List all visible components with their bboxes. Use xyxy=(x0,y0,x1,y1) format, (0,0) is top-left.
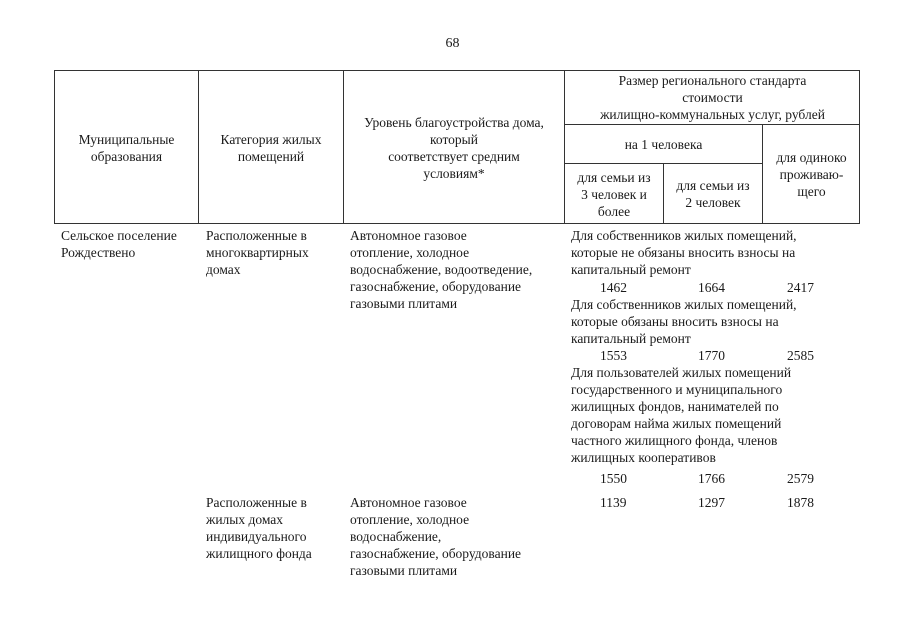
group3-label: Для пользователей жилых помещений государственного и муниципального жилищных фондов, нанимателей по договорам найма жилых помещений частного жилищного фонда, членов жилищных кооперативов xyxy=(571,365,792,465)
group2-value-family3: 1553 xyxy=(600,348,627,363)
header-family2-label: для семьи из 2 человек xyxy=(676,178,750,210)
individual-value-family2: 1297 xyxy=(698,495,725,510)
apartment-amenities: Автономное газовое отопление, холодное водоснабжение, водоотведение, газоснабжение, оборудование газовыми плитами xyxy=(350,228,533,311)
header-cell-single xyxy=(762,124,860,224)
header-family3-label: для семьи из 3 человек и более xyxy=(577,169,651,219)
group1-value-single: 2417 xyxy=(787,280,814,295)
header-single-label: для одиноко проживаю- щего xyxy=(776,150,847,199)
group2-value-family2: 1770 xyxy=(698,348,725,363)
group1-label: Для собственников жилых помещений, которые не обязаны вносить взносы на капитальный ремонт xyxy=(571,228,797,277)
header-per-person-label: на 1 человека xyxy=(624,136,703,152)
group2-label: Для собственников жилых помещений, которые обязаны вносить взносы на капитальный ремонт xyxy=(571,297,797,346)
header-cell-standard xyxy=(564,70,860,124)
header-cell-family2 xyxy=(663,163,762,224)
group3-value-single: 2579 xyxy=(787,471,814,486)
group3-value-family3: 1550 xyxy=(600,471,627,486)
header-amenities-label: Уровень благоустройства дома, который соответствует средним условиям* xyxy=(364,114,544,181)
header-standard-label: Размер регионального стандарта стоимости жилищно-коммунальных услуг, рублей xyxy=(600,73,825,122)
municipality-name: Сельское поселение Рождествено xyxy=(61,228,177,260)
group1-value-family2: 1664 xyxy=(698,280,725,295)
header-cell-category xyxy=(198,70,343,224)
header-cell-municipality xyxy=(54,70,198,224)
apartment-category: Расположенные в многоквартирных домах xyxy=(206,228,309,277)
group3-value-family2: 1766 xyxy=(698,471,725,486)
individual-value-family3: 1139 xyxy=(600,495,627,510)
header-cell-amenities xyxy=(343,70,564,224)
header-cell-family3 xyxy=(564,163,663,224)
individual-value-single: 1878 xyxy=(787,495,814,510)
page-number: 68 xyxy=(445,36,460,51)
group2-value-single: 2585 xyxy=(787,348,814,363)
individual-category: Расположенные в жилых домах индивидуального жилищного фонда xyxy=(206,495,312,561)
individual-amenities: Автономное газовое отопление, холодное водоснабжение, газоснабжение, оборудование газовыми плитами xyxy=(350,495,522,578)
header-cell-per-person xyxy=(564,124,762,163)
header-municipality-label: Муниципальные образования xyxy=(78,131,175,164)
header-category-label: Категория жилых помещений xyxy=(220,131,322,164)
group1-value-family3: 1462 xyxy=(600,280,627,295)
